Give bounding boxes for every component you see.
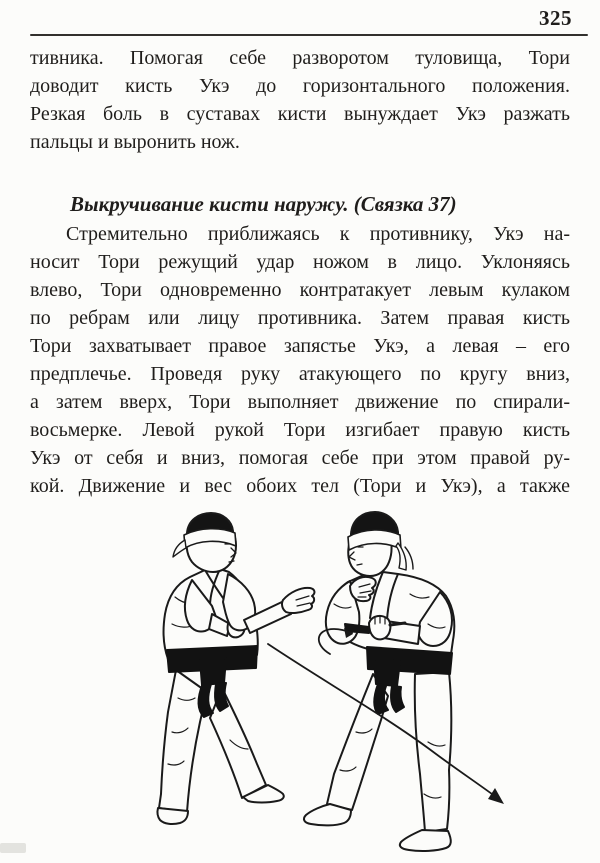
text-line: доводит кисть Укэ до горизонтального положения.: [30, 75, 570, 97]
text-line: а затем вверх, Тори выполняет движение по спирали-: [30, 391, 570, 413]
text-line: кой. Движение и вес обоих тел (Тори и Укэ), а также: [30, 475, 570, 497]
paragraph-continuation: [30, 44, 570, 156]
text-line: предплечье. Проведя руку атакующего по кругу вниз,: [30, 363, 570, 385]
page-number: 325: [539, 6, 572, 30]
text-line: Резкая боль в суставах кисти вынуждает Укэ разжать: [30, 103, 570, 125]
scan-artifact: [0, 843, 26, 853]
figure-tori: [157, 513, 314, 824]
text-line: влево, Тори одновременно контратакует левым кулаком: [30, 279, 570, 301]
text-line: Стремительно приближаясь к противнику, Укэ на-: [66, 223, 570, 245]
text-line: Укэ от себя и вниз, помогая себе при этом правой ру-: [30, 447, 570, 469]
technique-illustration: [0, 502, 600, 863]
text-line: тивника. Помогая себе разворотом туловища, Тори: [30, 47, 570, 69]
text-line: восьмерке. Левой рукой Тори изгибает правую кисть: [30, 419, 570, 441]
text-line: пальцы и выронить нож.: [30, 131, 240, 153]
text-line: носит Тори режущий удар ножом в лицо. Уклоняясь: [30, 251, 570, 273]
header-rule: [30, 34, 588, 36]
text-line: по ребрам или лицу противника. Затем правая кисть: [30, 307, 570, 329]
section-heading: Выкручивание кисти наружу. (Связка 37): [70, 192, 457, 216]
technique-paragraph: [30, 220, 570, 500]
text-line: Тори захватывает правое запястье Укэ, а левая – его: [30, 335, 570, 357]
